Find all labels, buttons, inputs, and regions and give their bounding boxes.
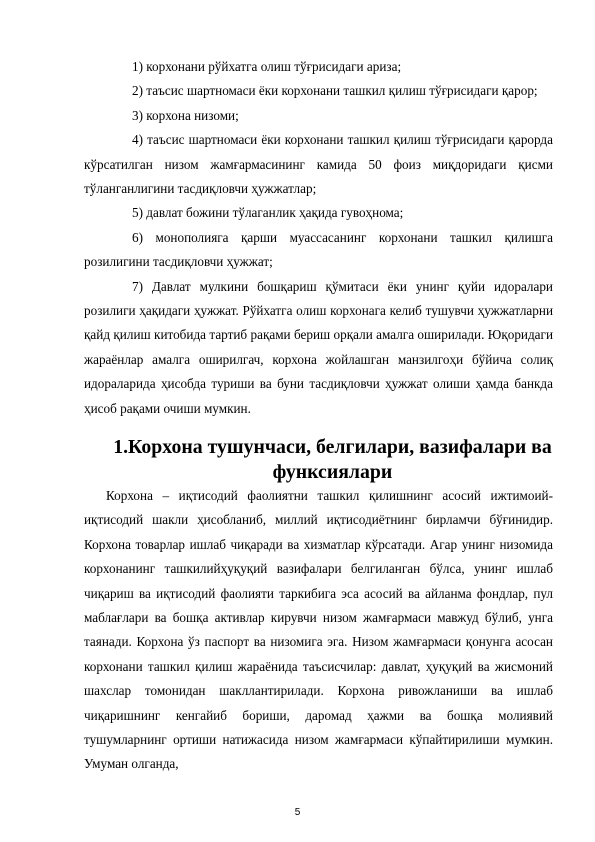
document-body <box>84 55 553 777</box>
page-number: 5 <box>294 807 301 818</box>
body-paragraph: Корхона – иқтисодий фаолиятни ташкил қилишнинг асосий ижтимоий-иқтисодий шакли ҳисобланиб, миллий иқтисодиётнинг бирламчи бўғинидир. Корхона товарлар ишлаб чиқаради ва хизматлар кўрсатади. Агар унинг низомида корхонанинг ташкилийҳуқуқий вазифалари белгиланган бўлса, унинг ишлаб чиқариш ва иқтисодий фаолияти таркибига эса асосий ва айланма фондлар, пул маблағлари ва бошқа активлар кирувчи низом жамғармаси мавжуд бўлиб, унга таянади. Корхона ўз паспорт ва низомига эга. Низом жамғармаси қонунга асосан корхонани ташкил қилиш жараёнида таъсисчилар: давлат, ҳуқуқий ва жисмоний шахслар томонидан шакллантирилади. Корхона ривожланиши ва ишлаб чиқаришнинг кенгайиб бориши, даромад ҳажми ва бошқа молиявий тушумларнинг ортиши натижасида низом жамғармаси кўпайтирилиши мумкин. Умуман олганда, <box>84 487 553 772</box>
list-item: 4) таъсис шартномаси ёки корхонани ташкил қилиш тўғрисидаги қарорда кўрсатилган низом жамғармасининг камида 50 фоиз миқдоридаги қисми тўланганлигини тасдиқловчи ҳужжатлар; <box>84 132 553 197</box>
list-item: 1) корхонани рўйхатга олиш тўғрисидаги ариза; <box>132 59 402 74</box>
section-heading: 1.Корхона тушунчаси, белгилари, вазифалари ва функсиялари <box>113 436 552 483</box>
list-item: 6) монополияга қарши муассасанинг корхонани ташкил қилишга розилигини тасдиқловчи ҳужжат; <box>84 229 553 270</box>
list-item: 7) Давлат мулкини бошқариш қўмитаси ёки унинг қуйи идоралари розилиги ҳақидаги ҳужжат. Рўйхатга олиш корхонага келиб тушувчи ҳужжатларни қайд қилиш китобида тартиб рақами бериш орқали амалга оширилади. Юқоридаги жараёнлар амалга оширилгач, корхона жойлашган манзилгоҳи бўйича солиқ идораларида ҳисобда туриши ва буни тасдиқловчи ҳужжат олиши ҳамда банкда ҳисоб рақами очиши мумкин. <box>84 278 553 416</box>
list-item: 5) давлат божини тўлаганлик ҳақида гувоҳнома; <box>132 205 404 221</box>
list-item: 2) таъсис шартномаси ёки корхонани ташкил қилиш тўғрисидаги қарор; <box>132 83 538 99</box>
list-item: 3) корхона низоми; <box>132 107 239 123</box>
